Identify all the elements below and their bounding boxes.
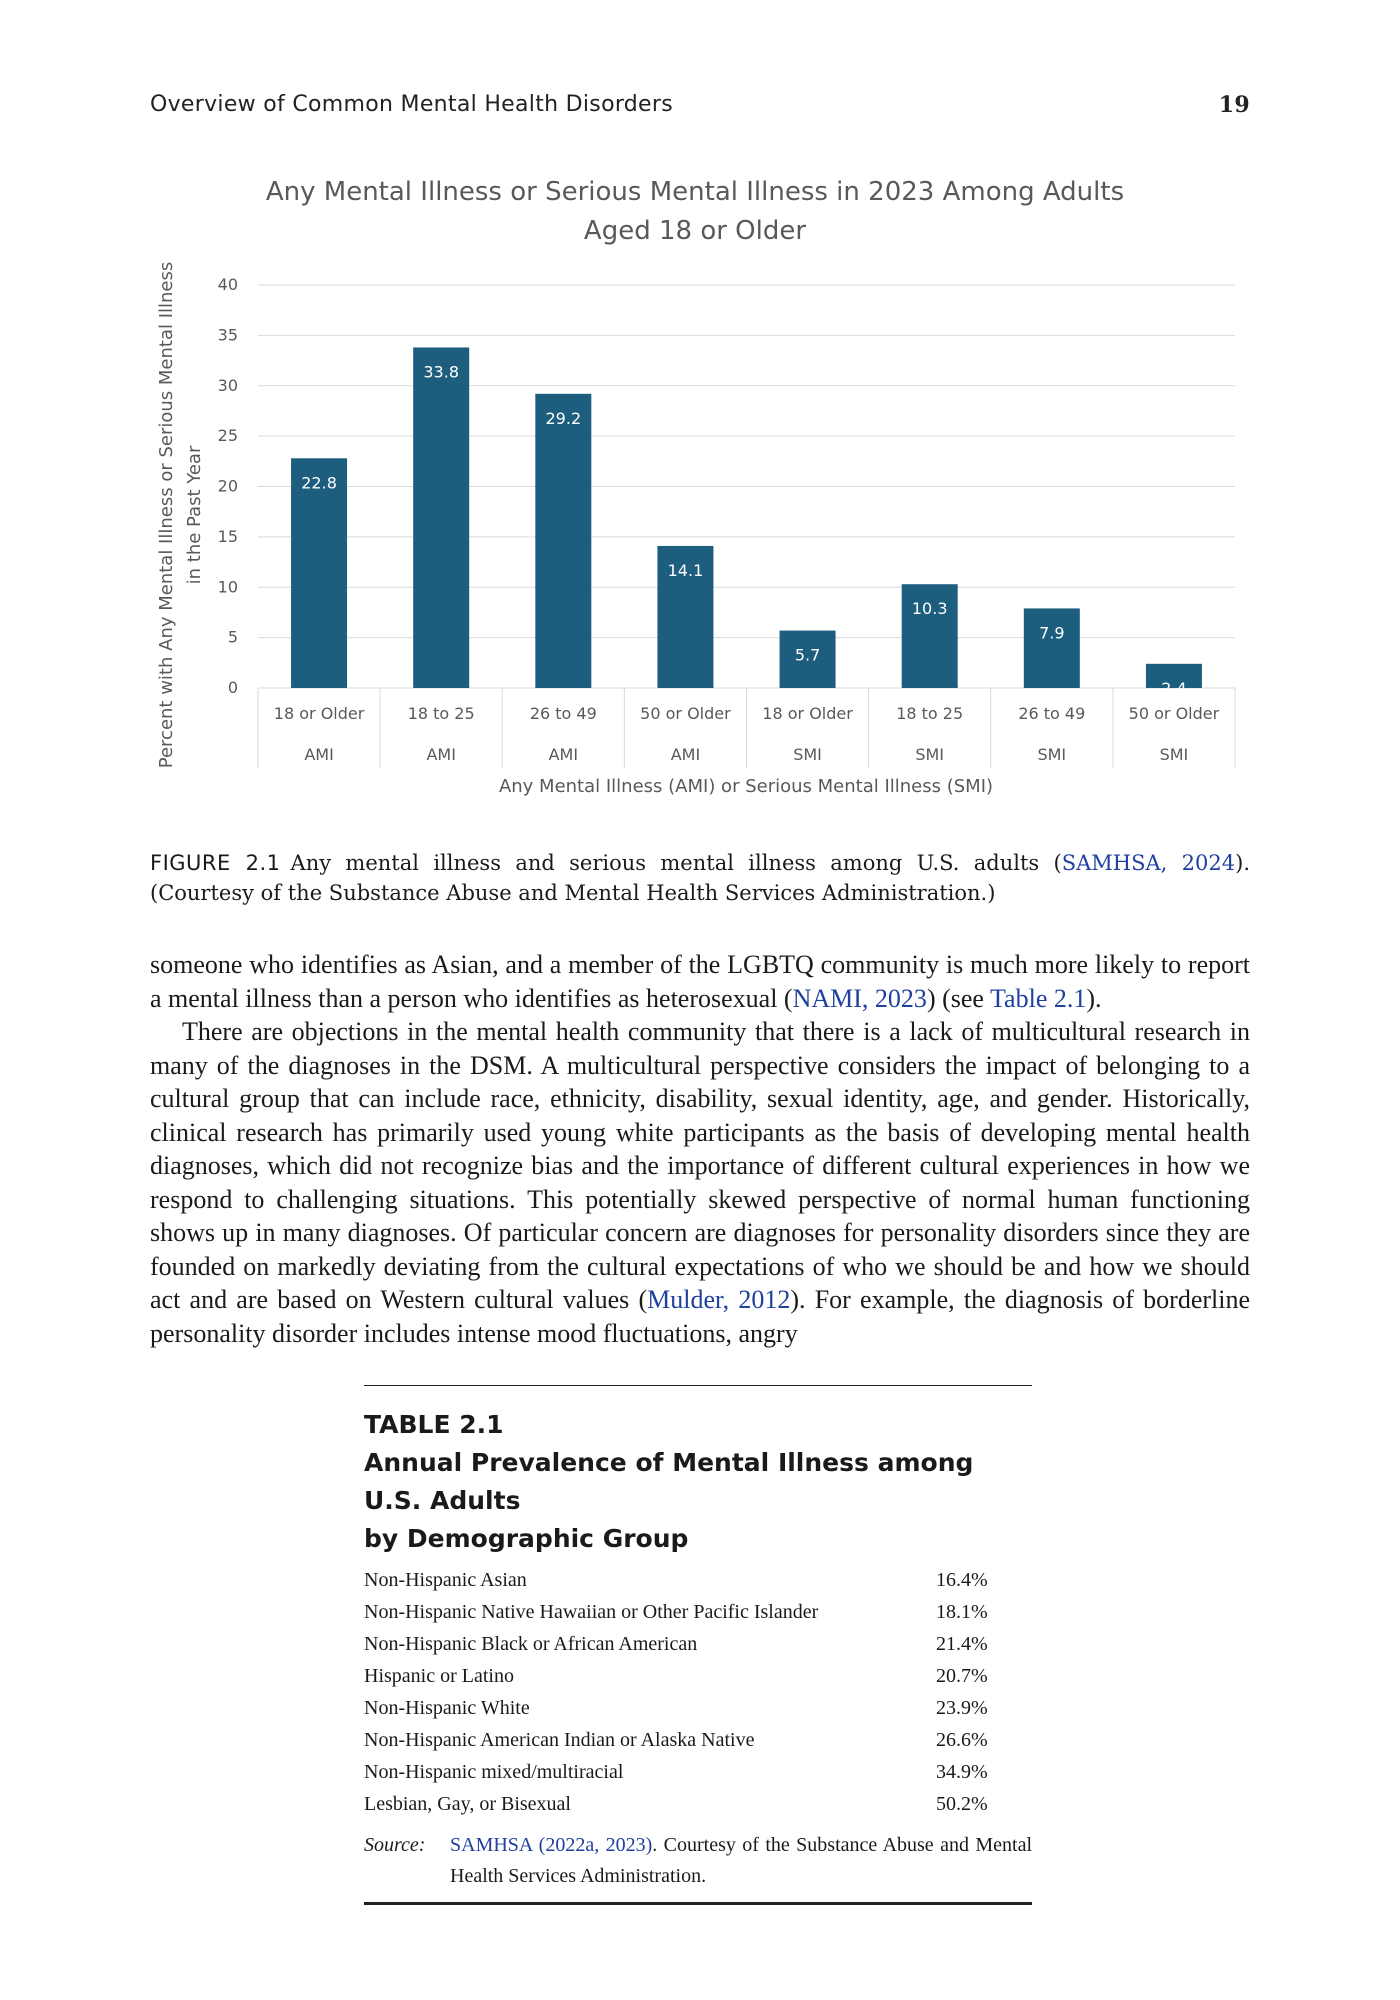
table-row [364, 1756, 1032, 1788]
table-title-line-1: Annual Prevalence of Mental Illness among U.S. Adults [364, 1448, 974, 1515]
bar-value-label: 10.3 [911, 599, 948, 619]
nami-citation-link[interactable]: NAMI, 2023 [792, 983, 927, 1013]
running-title: Overview of Common Mental Health Disorders [150, 92, 673, 117]
row-value: 26.6% [936, 1729, 988, 1751]
x-tick-age-label: 18 to 25 [407, 704, 475, 723]
row-group: Non-Hispanic White [364, 1697, 530, 1719]
x-tick-age-label: 26 to 49 [529, 704, 597, 723]
source-text [450, 1830, 1032, 1892]
table-label: TABLE 2.1 [364, 1410, 504, 1439]
p2-text-b: ). For example, the diagnosis of borderline personality disorder includes intense mood fluctuations, angry [150, 1285, 1251, 1348]
x-tick-group-label: AMI [548, 745, 579, 764]
bar-value-label: 33.8 [423, 362, 459, 382]
table-row [364, 1660, 1032, 1692]
table-row [364, 1564, 1032, 1596]
table-row [364, 1788, 1032, 1820]
table-top-rule [364, 1385, 1032, 1386]
caption-text-2: ). (Courtesy of the Substance Abuse and Mental Health Services Administration.) [150, 851, 1250, 905]
p1-text-b: ) (see [926, 983, 990, 1013]
x-tick-group-label: SMI [915, 745, 945, 764]
bar [291, 458, 347, 688]
row-value: 18.1% [936, 1601, 988, 1623]
row-group: Lesbian, Gay, or Bisexual [364, 1793, 571, 1815]
row-group: Non-Hispanic mixed/multiracial [364, 1761, 624, 1783]
x-tick-age-label: 50 or Older [640, 704, 731, 723]
table-rows [364, 1564, 1032, 1820]
bar [413, 347, 469, 688]
source-citation-link[interactable]: SAMHSA (2022a, 2023) [450, 1834, 653, 1856]
row-value: 21.4% [936, 1633, 988, 1655]
bar-chart [150, 170, 1250, 810]
x-tick-age-label: 18 to 25 [896, 704, 964, 723]
x-tick-age-label: 18 or Older [273, 704, 365, 723]
bar-value-label: 14.1 [667, 560, 704, 580]
x-tick-age-label: 50 or Older [1128, 704, 1220, 723]
paragraph-2 [150, 1015, 1250, 1350]
figure-label: FIGURE 2.1 [150, 851, 281, 875]
y-tick-label: 30 [217, 375, 238, 395]
page-number: 19 [1218, 92, 1250, 118]
y-tick-label: 35 [217, 325, 238, 345]
y-tick-label: 25 [217, 426, 238, 446]
bar-value-label: 5.7 [794, 645, 821, 665]
row-group: Hispanic or Latino [364, 1665, 514, 1687]
row-group: Non-Hispanic American Indian or Alaska Native [364, 1729, 755, 1751]
bar-value-label: 7.9 [1039, 623, 1065, 643]
bar-value-label: 29.2 [545, 408, 582, 428]
bar [535, 394, 591, 688]
caption-citation-link[interactable]: SAMHSA, 2024 [1061, 851, 1236, 875]
source-label: Source: [364, 1834, 426, 1856]
bar-value-label: 22.8 [301, 473, 337, 493]
chart-title-line-2: Aged 18 or Older [583, 216, 807, 246]
bar [1024, 608, 1080, 688]
y-tick-label: 40 [217, 275, 238, 294]
chart-title-line-1: Any Mental Illness or Serious Mental Illness in 2023 Among Adults [265, 177, 1125, 207]
table-row [364, 1628, 1032, 1660]
x-axis-title: Any Mental Illness (AMI) or Serious Mental Illness (SMI) [498, 776, 994, 797]
x-tick-group-label: AMI [426, 745, 456, 764]
x-tick-group-label: SMI [1159, 745, 1189, 764]
row-value: 34.9% [936, 1761, 988, 1783]
p1-text-c: ). [1086, 983, 1102, 1013]
mulder-citation-link[interactable]: Mulder, 2012 [647, 1285, 791, 1314]
body-text [150, 948, 1250, 1350]
bar-value-label: 2.4 [1161, 678, 1187, 698]
y-axis-title-line-2: in the Past Year [184, 445, 205, 585]
row-value: 16.4% [936, 1569, 988, 1591]
row-group: Non-Hispanic Asian [364, 1569, 527, 1591]
row-group: Non-Hispanic Native Hawaiian or Other Pacific Islander [364, 1601, 819, 1623]
x-tick-age-label: 18 or Older [762, 704, 853, 723]
table-title-line-2: by Demographic Group [364, 1524, 689, 1553]
paragraph-1 [150, 948, 1250, 1015]
y-axis-title-line-1: Percent with Any Mental Illness or Serious Mental Illness [156, 261, 177, 769]
figure-caption [150, 848, 1250, 908]
row-group: Non-Hispanic Black or African American [364, 1633, 698, 1655]
table-bottom-rule [364, 1902, 1032, 1905]
x-tick-group-label: AMI [304, 745, 334, 764]
row-value: 50.2% [936, 1793, 988, 1815]
y-tick-label: 20 [217, 476, 238, 496]
x-tick-group-label: AMI [670, 745, 701, 764]
table-row [364, 1596, 1032, 1628]
table-row [364, 1724, 1032, 1756]
p2-text-a: There are objections in the mental health community that there is a lack of multicultural research in many of the diagnoses in the DSM. A multicultural perspective considers the impact of belonging to a cultural group that can include race, ethnicity, disability, sexual identity, age, and gender. Historically, clinical research has primarily used young white participants as the basis of developing mental health diagnoses, which did not recognize bias and the importance of different cultural experiences in how we respond to challenging situations. This potentially skewed perspective of normal human functioning shows up in many diagnoses. Of particular concern are diagnoses for personality disorders since they are founded on markedly deviating from the cultural expectations of who we should be and how we should act and are based on Western cultural values ( [150, 1017, 1250, 1314]
source-courtesy-text: . Courtesy of the Substance Abuse and Mental Health Services Administration. [450, 1834, 1033, 1887]
y-tick-label: 10 [217, 577, 238, 597]
row-value: 23.9% [936, 1697, 988, 1719]
x-tick-group-label: SMI [793, 745, 822, 764]
p1-text-a: someone who identifies as Asian, and a member of the LGBTQ community is much more likely to report a mental illness than a person who identifies as heterosexual ( [150, 950, 1250, 1013]
y-tick-label: 15 [217, 526, 238, 546]
caption-text-1: Any mental illness and serious mental illness among U.S. adults ( [290, 851, 1062, 875]
table-source [364, 1830, 1032, 1892]
x-tick-age-label: 26 to 49 [1018, 704, 1086, 723]
table-reference-link[interactable]: Table 2.1 [989, 983, 1087, 1013]
table-row [364, 1692, 1032, 1724]
prevalence-table [364, 1385, 1032, 1905]
y-tick-label: 5 [227, 627, 238, 647]
y-tick-label: 0 [227, 678, 238, 697]
row-value: 20.7% [936, 1665, 988, 1687]
running-header [150, 92, 1250, 132]
x-tick-group-label: SMI [1037, 745, 1067, 764]
